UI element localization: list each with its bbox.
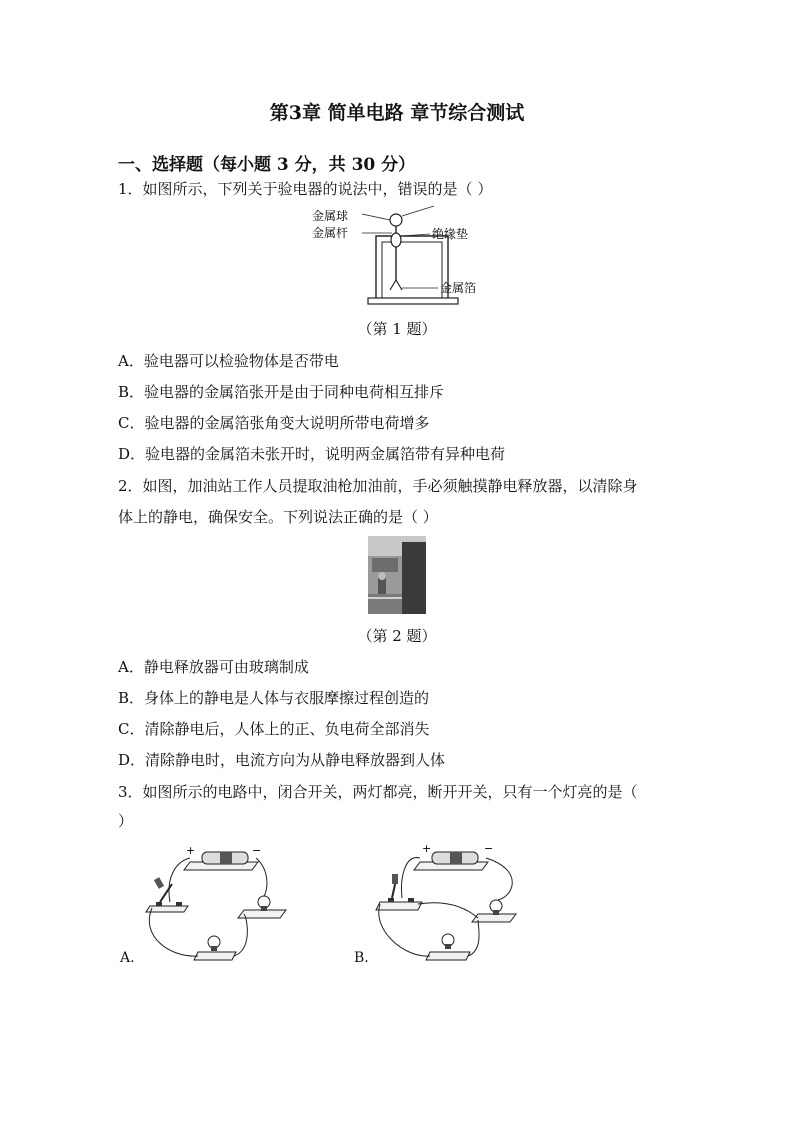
circuit-a-label: A.	[120, 950, 135, 966]
page-title: 第3章 简单电路 章节综合测试	[269, 102, 525, 124]
q2-option-b: B．身体上的静电是人体与衣服摩擦过程创造的	[118, 689, 430, 707]
q2-option-d: D．清除静电时，电流方向为从静电释放器到人体	[118, 751, 446, 769]
section-heading: 一、选择题（每小题 3 分，共 30 分）	[118, 155, 416, 175]
question-1-stem: 1．如图所示，下列关于验电器的说法中，错误的是（ ）	[118, 180, 493, 198]
q1-option-b: B．验电器的金属箔张开是由于同种电荷相互排斥	[118, 383, 445, 401]
label-rod: 金属杆	[312, 226, 349, 240]
question-2-stem-line1: 2．如图，加油站工作人员提取油枪加油前，手必须触摸静电释放器，以清除身	[118, 477, 638, 495]
label-foil: 金属箔	[440, 281, 477, 295]
question-2-stem-line2: 体上的静电，确保安全。下列说法正确的是（ ）	[118, 508, 438, 526]
electroscope-figure	[300, 200, 500, 310]
battery-plus-b: +	[422, 842, 432, 855]
figure-1-caption: （第 1 题）	[357, 320, 437, 338]
q2-option-a: A．静电释放器可由玻璃制成	[118, 658, 309, 676]
battery-minus-b: −	[484, 842, 494, 855]
gas-station-photo	[368, 536, 426, 614]
q1-option-d: D．验电器的金属箔未张开时，说明两金属箔带有异种电荷	[118, 445, 506, 463]
label-ball: 金属球	[312, 209, 349, 223]
circuit-b-label: B.	[354, 950, 369, 966]
battery-minus-a: −	[252, 844, 262, 857]
battery-plus-a: +	[186, 844, 196, 857]
q2-option-c: C．清除静电后，人体上的正、负电荷全部消失	[118, 720, 430, 738]
figure-2-caption: （第 2 题）	[357, 627, 437, 645]
question-3-stem-line2: ）	[118, 812, 134, 830]
q1-option-c: C．验电器的金属箔张角变大说明所带电荷增多	[118, 414, 430, 432]
q1-option-a: A．验电器可以检验物体是否带电	[118, 352, 339, 370]
circuit-b-figure	[374, 840, 534, 970]
circuit-a-figure	[140, 840, 300, 970]
label-pad: 绝缘垫	[432, 227, 469, 241]
question-3-stem-line1: 3．如图所示的电路中，闭合开关，两灯都亮，断开开关，只有一个灯亮的是（	[118, 783, 638, 801]
